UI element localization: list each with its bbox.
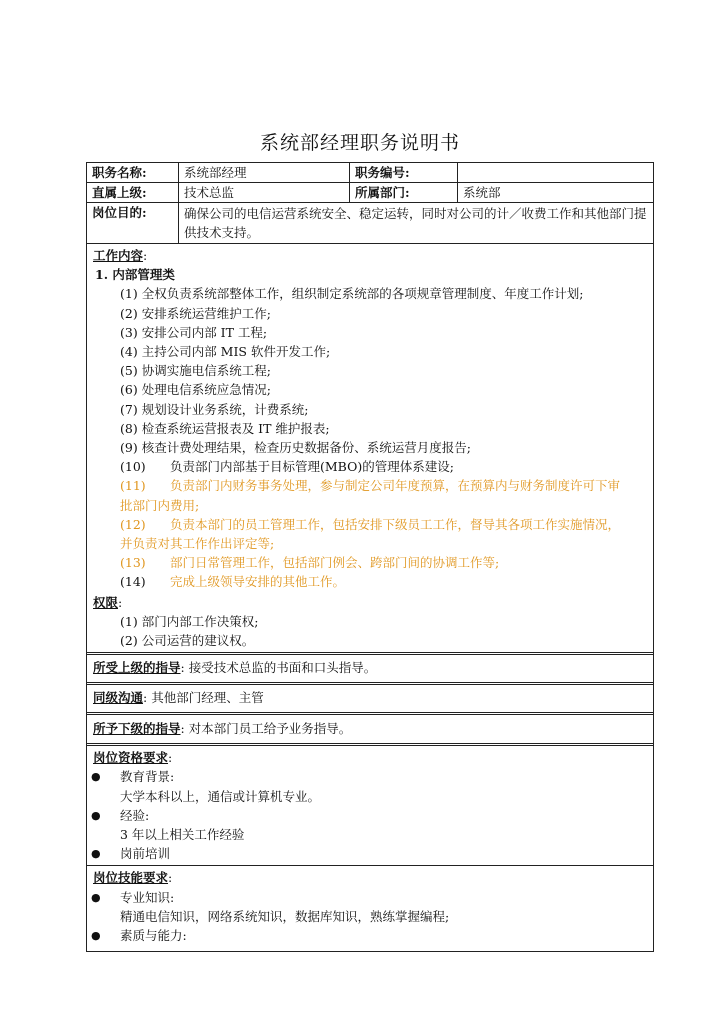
job-code-label: 职务编号: xyxy=(349,163,457,182)
job-title-label: 职务名称: xyxy=(92,165,147,180)
list-item: (7) 规划设计业务系统，计费系统; xyxy=(120,401,309,417)
list-item: (2) 公司运营的建议权。 xyxy=(120,633,255,649)
list-item: (1) 全权负责系统部整体工作，组织制定系统部的各项规章管理制度、年度工作计划; xyxy=(120,286,584,302)
job-code-value xyxy=(457,163,653,182)
work-content-section xyxy=(87,243,653,652)
job-title-value: 系统部经理 xyxy=(178,163,349,182)
department-label: 所属部门: xyxy=(349,183,457,202)
purpose-text: 确保公司的电信运营系统安全、稳定运转，同时对公司的计／收费工作和其他部门提供技术支持。 xyxy=(178,203,653,243)
list-item: (6) 处理电信系统应急情况; xyxy=(120,382,271,398)
list-item: (3) 安排公司内部 IT 工程; xyxy=(120,324,268,340)
purpose-label: 岗位目的: xyxy=(92,205,147,220)
supervisor-value: 技术总监 xyxy=(178,183,349,202)
authority-heading: 权限: xyxy=(93,594,123,610)
header-row-2 xyxy=(87,182,653,202)
skills-section xyxy=(87,865,653,951)
skills-heading: 岗位技能要求: xyxy=(93,870,173,886)
qualifications-section xyxy=(87,743,653,865)
list-item: (2) 安排系统运营维护工作; xyxy=(120,305,271,321)
list-item-highlighted: (12) 负责本部门的员工管理工作，包括安排下级员工工作，督导其各项工作实施情况， 并负责对其工作作出评定等; xyxy=(120,516,621,552)
training-label: ● 岗前培训 xyxy=(93,844,647,863)
superior-guidance-row: 所受上级的指导: 接受技术总监的书面和口头指导。 xyxy=(87,652,653,682)
list-item-highlighted: (11) 负责部门内财务事务处理，参与制定公司年度预算，在预算内与财务制度许可下审 批部门内费用; xyxy=(120,478,621,513)
supervisor-label: 直属上级: xyxy=(92,185,147,200)
list-item: (5) 协调实施电信系统工程; xyxy=(120,363,271,379)
experience-label: ● 经验: xyxy=(93,806,647,825)
experience-value: 3 年以上相关工作经验 xyxy=(120,827,245,843)
list-item: (4) 主持公司内部 MIS 软件开发工作; xyxy=(120,344,331,360)
list-item: (9) 核查计费处理结果，检查历史数据备份、系统运营月度报告; xyxy=(120,440,471,456)
education-value: 大学本科以上，通信或计算机专业。 xyxy=(120,788,321,804)
list-item: (1) 部门内部工作决策权; xyxy=(120,613,259,629)
qualifications-heading: 岗位资格要求: xyxy=(93,750,173,766)
list-item-highlighted: (13) 部门日常管理工作，包括部门例会、跨部门间的协调工作等; xyxy=(120,555,500,571)
job-description-table xyxy=(86,162,654,952)
list-item: (10) 负责部门内部基于目标管理(MBO)的管理体系建设; xyxy=(120,459,454,475)
knowledge-label: ● 专业知识: xyxy=(93,888,647,907)
education-label: ● 教育背景: xyxy=(93,767,647,786)
work-content-heading: 工作内容: xyxy=(93,248,148,263)
ability-label: ● 素质与能力: xyxy=(93,926,647,945)
peer-communication-row: 同级沟通: 其他部门经理、主管 xyxy=(87,682,653,712)
header-row-1 xyxy=(87,163,653,182)
internal-management-heading: 1. 内部管理类 xyxy=(95,267,175,283)
page-title: 系统部经理职务说明书 xyxy=(259,132,460,154)
list-item: (14) 完成上级领导安排的其他工作。 xyxy=(120,574,346,590)
list-item: (8) 检查系统运营报表及 IT 维护报表; xyxy=(120,420,330,436)
purpose-row xyxy=(87,202,653,243)
department-value: 系统部 xyxy=(457,183,653,202)
subordinate-guidance-row: 所予下级的指导: 对本部门员工给予业务指导。 xyxy=(87,712,653,743)
knowledge-value: 精通电信知识，网络系统知识，数据库知识，熟练掌握编程; xyxy=(120,908,450,924)
